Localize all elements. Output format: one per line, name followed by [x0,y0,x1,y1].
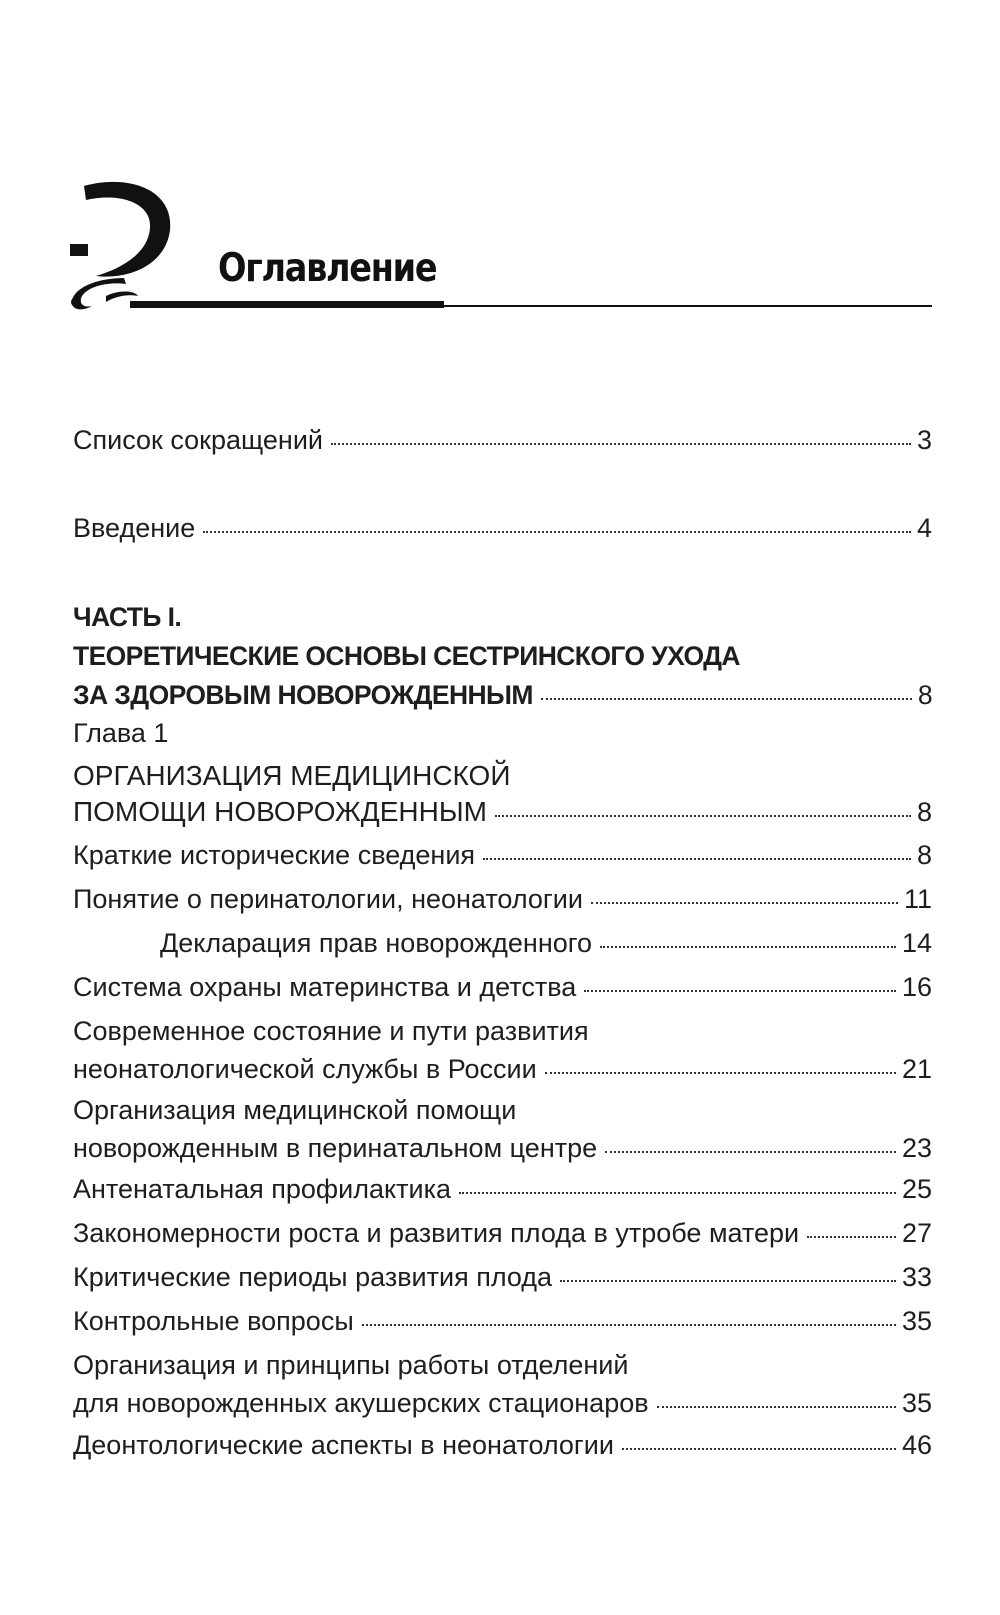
toc-page-number: 4 [916,513,932,543]
toc-page-number: 23 [901,1133,932,1163]
toc-entry[interactable] [73,1427,932,1463]
toc-entry-title: Краткие исторические сведения [73,840,476,870]
toc-entry[interactable] [73,1215,932,1251]
toc-entry-title: Понятие о перинатологии, неонатологии [73,884,583,914]
toc-page-number: 16 [901,972,932,1002]
leader-dots [600,938,896,948]
toc-entry-title-line: для новорожденных акушерских стационаров [73,1388,649,1418]
toc-entry-title: Закономерности роста и развития плода в утробе матери [73,1218,800,1248]
toc-entry-title-line: Организация медицинской помощи [73,1095,517,1125]
title-rule-thick [130,301,444,308]
leader-dots [459,1184,896,1194]
toc-page-number: 33 [901,1262,932,1292]
leader-dots [560,1272,896,1282]
toc-page-number: 35 [901,1388,932,1418]
toc-entry-title-line: новорожденным в перинатальном центре [73,1133,598,1163]
toc-chapter-entry[interactable] [73,758,932,830]
chapter-title-line: ОРГАНИЗАЦИЯ МЕДИЦИНСКОЙ [73,760,511,791]
toc-entry-title: Антенатальная профилактика [73,1174,451,1204]
part-title-line: ЗА ЗДОРОВЫМ НОВОРОЖДЕННЫМ [73,680,533,710]
toc-page-number: 46 [901,1430,932,1460]
part-label: ЧАСТЬ I. [73,602,182,632]
toc-entry-title: Декларация прав новорожденного [160,928,593,958]
toc-entry[interactable] [73,510,932,546]
toc-entry[interactable] [73,1347,932,1421]
toc-part-heading[interactable] [73,598,932,715]
toc-entry-title: Введение [73,513,196,543]
toc-entry-title-line: Организация и принципы работы отделений [73,1350,629,1380]
toc-entry-title: Контрольные вопросы [73,1306,354,1336]
leader-dots [541,690,912,700]
leader-dots [331,435,911,445]
toc-entry[interactable] [73,837,932,873]
chapter-label-text: Глава 1 [73,718,169,748]
part-title-line: ТЕОРЕТИЧЕСКИЕ ОСНОВЫ СЕСТРИНСКОГО УХОДА [73,641,740,671]
toc-entry[interactable] [73,1092,932,1166]
chapter-title-line: ПОМОЩИ НОВОРОЖДЕННЫМ [73,796,487,827]
toc-entry-title: Критические периоды развития плода [73,1262,553,1292]
toc-entry-title-line: неонатологической службы в России [73,1054,537,1084]
leader-dots [657,1398,896,1408]
toc-page-number: 3 [916,425,932,455]
toc-entry[interactable] [73,1303,932,1339]
chapter-label [73,715,932,751]
toc-entry-title: Список сокращений [73,425,324,455]
leader-dots [622,1440,896,1450]
toc-subentry[interactable] [160,925,932,961]
toc-page-number: 8 [916,840,932,870]
toc-page-number: 11 [903,884,932,914]
toc-page-number: 8 [916,797,932,827]
toc-entry[interactable] [73,1013,932,1087]
toc-page-number: 14 [901,928,932,958]
leader-dots [203,523,911,533]
toc-page-number: 8 [917,680,932,710]
toc-entry-title: Система охраны материнства и детства [73,972,577,1002]
toc-entry[interactable] [73,881,932,917]
leader-dots [605,1143,896,1153]
toc-entry[interactable] [73,1171,932,1207]
leader-dots [362,1316,896,1326]
toc-page-number: 27 [901,1218,932,1248]
page-title: Оглавление [218,246,437,291]
toc-page-number: 25 [901,1174,932,1204]
toc-entry[interactable] [73,422,932,458]
toc-entry-title: Деонтологические аспекты в неонатологии [73,1430,614,1460]
leader-dots [545,1064,896,1074]
leader-dots [483,850,911,860]
toc-page-number: 35 [901,1306,932,1336]
leader-dots [584,982,896,992]
leader-dots [807,1228,896,1238]
leader-dots [495,807,911,817]
toc-entry-title-line: Современное состояние и пути развития [73,1016,589,1046]
leader-dots [591,894,898,904]
toc-entry[interactable] [73,1259,932,1295]
toc-entry[interactable] [73,969,932,1005]
toc-page-number: 21 [901,1054,932,1084]
